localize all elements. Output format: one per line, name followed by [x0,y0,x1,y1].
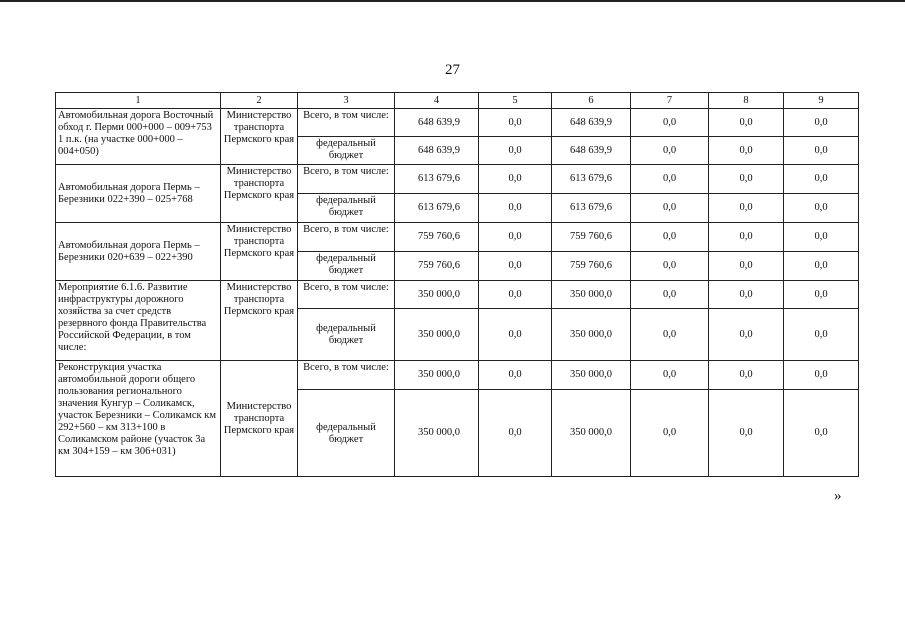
value-cell: 759 760,6 [395,252,479,281]
value-cell: 0,0 [784,165,859,194]
table-row [56,165,859,194]
value-cell: 350 000,0 [395,361,479,390]
funding-source-cell: Всего, в том числе: [298,281,395,309]
value-cell: 613 679,6 [552,194,631,223]
value-cell: 0,0 [631,194,709,223]
value-cell: 0,0 [479,137,552,165]
ministry-cell: Министерство транспорта Пермского края [221,223,298,281]
header-cell: 5 [479,93,552,109]
value-cell: 0,0 [709,109,784,137]
value-cell: 350 000,0 [395,390,479,477]
scan-top-rule [0,0,905,2]
header-cell: 9 [784,93,859,109]
value-cell: 0,0 [479,223,552,252]
value-cell: 350 000,0 [395,281,479,309]
value-cell: 350 000,0 [552,281,631,309]
value-cell: 0,0 [631,165,709,194]
header-cell: 6 [552,93,631,109]
value-cell: 350 000,0 [395,309,479,361]
value-cell: 759 760,6 [552,223,631,252]
table-row [56,281,859,309]
value-cell: 759 760,6 [395,223,479,252]
funding-source-cell: федеральный бюджет [298,194,395,223]
value-cell: 0,0 [709,390,784,477]
funding-source-cell: федеральный бюджет [298,309,395,361]
funding-source-cell: Всего, в том числе: [298,223,395,252]
value-cell: 648 639,9 [552,109,631,137]
header-cell: 8 [709,93,784,109]
value-cell: 0,0 [479,252,552,281]
value-cell: 0,0 [784,223,859,252]
funding-source-cell: федеральный бюджет [298,252,395,281]
value-cell: 0,0 [709,361,784,390]
value-cell: 0,0 [631,281,709,309]
value-cell: 0,0 [479,309,552,361]
value-cell: 0,0 [709,165,784,194]
funding-source-cell: Всего, в том числе: [298,361,395,390]
object-name-cell: Автомобильная дорога Пермь – Березники 020+639 – 022+390 [56,223,221,281]
value-cell: 0,0 [784,281,859,309]
value-cell: 0,0 [784,194,859,223]
value-cell: 0,0 [631,390,709,477]
value-cell: 0,0 [709,194,784,223]
value-cell: 0,0 [709,223,784,252]
object-name-cell: Мероприятие 6.1.6. Развитие инфраструктуры дорожного хозяйства за счет средств резервного фонда Правительства Российской Федерации, в том числе: [56,281,221,361]
header-cell: 4 [395,93,479,109]
value-cell: 648 639,9 [395,137,479,165]
funding-source-cell: Всего, в том числе: [298,109,395,137]
ministry-cell: Министерство транспорта Пермского края [221,109,298,165]
ministry-cell: Министерство транспорта Пермского края [221,165,298,223]
ministry-cell: Министерство транспорта Пермского края [221,361,298,477]
value-cell: 0,0 [479,281,552,309]
value-cell: 0,0 [784,361,859,390]
value-cell: 0,0 [784,309,859,361]
value-cell: 0,0 [479,109,552,137]
value-cell: 0,0 [709,309,784,361]
value-cell: 350 000,0 [552,309,631,361]
value-cell: 0,0 [784,390,859,477]
value-cell: 350 000,0 [552,390,631,477]
table-row [56,223,859,252]
value-cell: 759 760,6 [552,252,631,281]
value-cell: 0,0 [631,109,709,137]
object-name-cell: Автомобильная дорога Восточный обход г. Перми 000+000 – 009+753 1 п.к. (на участке 000+000 – 004+050) [56,109,221,165]
funding-source-cell: Всего, в том числе: [298,165,395,194]
value-cell: 0,0 [709,137,784,165]
value-cell: 0,0 [784,109,859,137]
header-cell: 7 [631,93,709,109]
table-header-row [56,93,859,109]
value-cell: 0,0 [631,137,709,165]
value-cell: 0,0 [479,390,552,477]
value-cell: 613 679,6 [395,165,479,194]
value-cell: 0,0 [479,165,552,194]
value-cell: 0,0 [479,361,552,390]
value-cell: 0,0 [784,252,859,281]
value-cell: 0,0 [631,309,709,361]
table-row [56,361,859,390]
page-number: 27 [445,62,460,78]
budget-table [55,92,859,477]
value-cell: 0,0 [709,281,784,309]
header-cell: 3 [298,93,395,109]
funding-source-cell: федеральный бюджет [298,137,395,165]
value-cell: 0,0 [784,137,859,165]
closing-quote-mark: » [834,488,842,504]
value-cell: 0,0 [631,223,709,252]
ministry-cell: Министерство транспорта Пермского края [221,281,298,361]
object-name-cell: Реконструкция участка автомобильной дороги общего пользования регионального значения Кунгур – Соликамск, участок Березники – Соликамск км 292+560 – км 313+100 в Соликамском районе (участок 3а км 304+159 – км 306+031) [56,361,221,477]
value-cell: 648 639,9 [552,137,631,165]
value-cell: 350 000,0 [552,361,631,390]
value-cell: 0,0 [479,194,552,223]
value-cell: 0,0 [631,361,709,390]
value-cell: 613 679,6 [395,194,479,223]
value-cell: 613 679,6 [552,165,631,194]
header-cell: 2 [221,93,298,109]
value-cell: 648 639,9 [395,109,479,137]
header-cell: 1 [56,93,221,109]
value-cell: 0,0 [631,252,709,281]
object-name-cell: Автомобильная дорога Пермь – Березники 022+390 – 025+768 [56,165,221,223]
table-row [56,109,859,137]
value-cell: 0,0 [709,252,784,281]
funding-source-cell: федеральный бюджет [298,390,395,477]
